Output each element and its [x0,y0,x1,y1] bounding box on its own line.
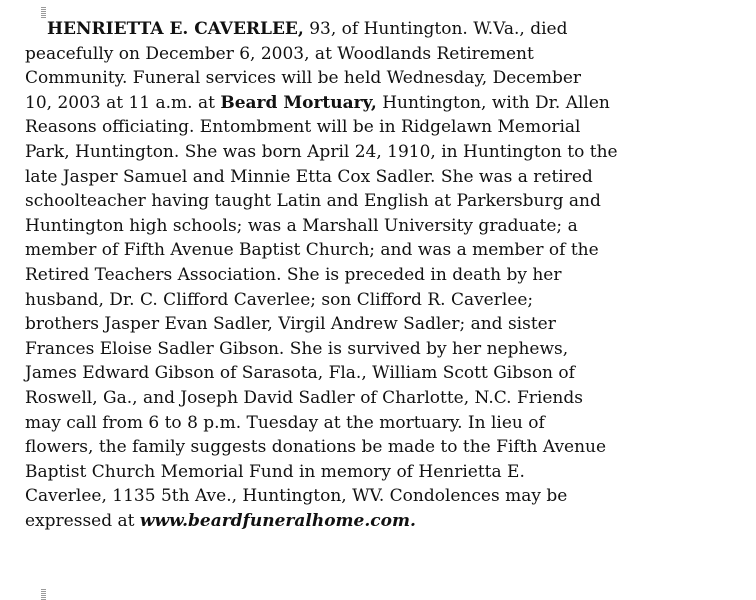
text-run: Frances Eloise Sadler Gibson. She is survived by her nephews, [25,338,569,359]
obituary-line [25,115,730,140]
obituary-line [25,460,730,485]
text-run: peacefully on December 6, 2003, at Woodlands Retirement [25,43,534,64]
text-run: brothers Jasper Evan Sadler, Virgil Andrew Sadler; and sister [25,314,556,335]
obituary-line [25,361,730,386]
text-run: schoolteacher having taught Latin and English at Parkersburg and [25,191,601,212]
text-run: Community. Funeral services will be held Wednesday, December [25,68,582,89]
text-run: expressed at [25,510,140,531]
text-run: may call from 6 to 8 p.m. Tuesday at the mortuary. In lieu of [25,412,545,433]
text-run: late Jasper Samuel and Minnie Etta Cox Sadler. She was a retired [25,166,593,187]
text-run: Baptist Church Memorial Fund in memory of Henrietta E. [25,461,525,482]
obituary-line [25,386,730,411]
obituary-line [25,214,730,239]
obituary-line [25,165,730,190]
obituary-line [25,337,730,362]
text-run: Park, Huntington. She was born April 24, 1910, in Huntington to the [25,141,618,162]
obituary-line [25,288,730,313]
text-run: member of Fifth Avenue Baptist Church; and was a member of the [25,240,599,261]
deceased-name: HENRIETTA E. CAVERLEE, [47,19,304,39]
obituary-line [25,435,730,460]
obituary-line [25,140,730,165]
obituary-line [25,509,730,534]
obituary-line [25,411,730,436]
text-run: 93, of Huntington. W.Va., died [303,19,568,39]
obituary-text [25,17,730,533]
obituary-line [25,238,730,263]
text-run: Caverlee, 1135 5th Ave., Huntington, WV. Condolences may be [25,486,568,507]
obituary-line [25,484,730,509]
obituary-line [25,312,730,337]
text-run: Retired Teachers Association. She is preceded in death by her [25,264,562,285]
obituary-line [25,42,730,67]
text-run: Huntington, with Dr. Allen [376,92,610,113]
website-link-text: www.beardfuneralhome.com. [139,510,416,531]
scan-artifact-mark [41,588,46,600]
obituary-line [25,66,730,91]
obituary-line [25,91,730,116]
text-run: 10, 2003 at 11 a.m. at [25,92,221,113]
text-run: husband, Dr. C. Clifford Caverlee; son Clifford R. Caverlee; [25,289,534,310]
text-run: flowers, the family suggests donations be made to the Fifth Avenue [25,437,607,458]
obituary-line [25,189,730,214]
text-run: Roswell, Ga., and Joseph David Sadler of Charlotte, N.C. Friends [25,387,583,408]
text-run: Reasons officiating. Entombment will be in Ridgelawn Memorial [25,117,581,138]
mortuary-name: Beard Mortuary, [220,92,377,113]
obituary-line [25,263,730,288]
obituary-first-line [25,17,730,42]
text-run: James Edward Gibson of Sarasota, Fla., William Scott Gibson of [25,363,575,384]
text-run: Huntington high schools; was a Marshall University graduate; a [25,215,578,236]
